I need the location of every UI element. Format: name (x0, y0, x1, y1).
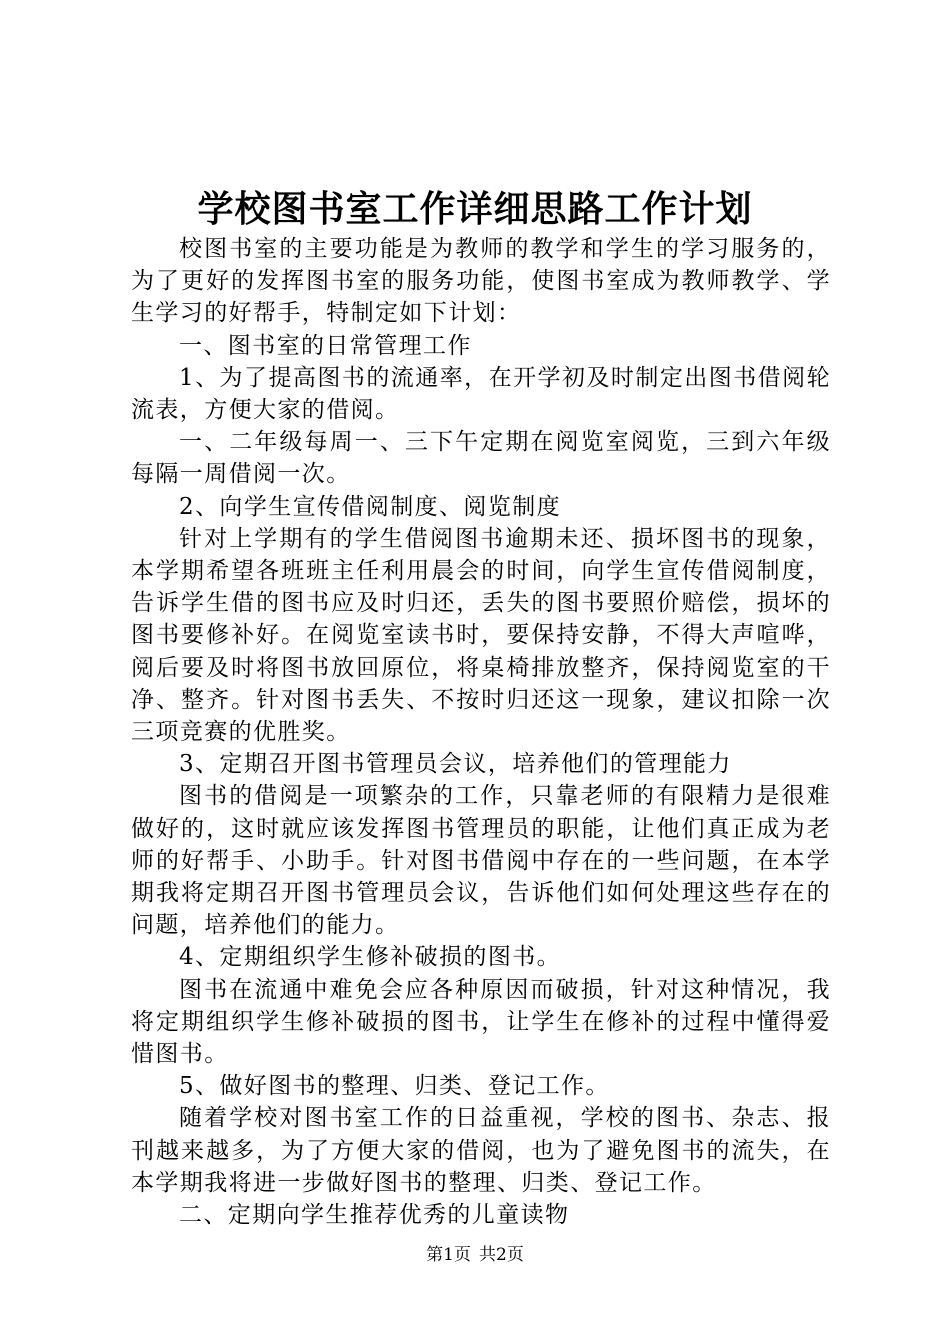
page-total: 共2页 (479, 1245, 524, 1265)
paragraph: 随着学校对图书室工作的日益重视，学校的图书、杂志、报刊越来越多，为了方便大家的借阅，也为了避免图书的流失，在本学期我将进一步做好图书的整理、归类、登记工作。 (131, 1105, 831, 1196)
item-heading-2: 2、向学生宣传借阅制度、阅览制度 (179, 493, 562, 520)
item-heading-1: 1、为了提高图书的流通率，在开学初及时制定出图书借阅轮流表，方便大家的借阅。 (131, 364, 831, 424)
paragraph: 图书在流通中难免会应各种原因而破损，针对这种情况，我将定期组织学生修补破损的图书，让学生在修补的过程中懂得爱惜图书。 (131, 976, 831, 1068)
section-heading-1: 一、图书室的日常管理工作 (179, 332, 472, 359)
page-number: 第1页 (426, 1245, 471, 1265)
paragraph: 图书的借阅是一项繁杂的工作，只靠老师的有限精力是很难做好的，这时就应该发挥图书管理员的职能，让他们真正成为老师的好帮手、小助手。针对图书借阅中存在的一些问题，在本学期我将定期召开图书管理员会议，告诉他们如何处理这些存在的问题，培养他们的能力。 (131, 783, 831, 939)
item-heading-5: 5、做好图书的整理、归类、登记工作。 (179, 1073, 610, 1100)
item-heading-4: 4、定期组织学生修补破损的图书。 (179, 944, 562, 971)
document-title: 学校图书室工作详细思路工作计划 (197, 188, 753, 230)
paragraph: 一、二年级每周一、三下午定期在阅览室阅览，三到六年级每隔一周借阅一次。 (131, 429, 831, 488)
paragraph-intro: 校图书室的主要功能是为教师的教学和学生的学习服务的，为了更好的发挥图书室的服务功能，使图书室成为教师教学、学生学习的好帮手，特制定如下计划： (131, 236, 831, 327)
document-body (131, 233, 831, 1231)
page-footer (0, 1244, 950, 1266)
section-heading-2: 二、定期向学生推荐优秀的儿童读物 (179, 1202, 570, 1229)
paragraph: 针对上学期有的学生借阅图书逾期未还、损坏图书的现象，本学期希望各班班主任利用晨会的时间，向学生宣传借阅制度，告诉学生借的图书应及时归还，丢失的图书要照价赔偿，损坏的图书要修补好。在阅览室读书时，要保持安静，不得大声喧哗，阅后要及时将图书放回原位，将桌椅排放整齐，保持阅览室的干净、整齐。针对图书丢失、不按时归还这一现象，建议扣除一次三项竞赛的优胜奖。 (131, 525, 831, 746)
item-heading-3: 3、定期召开图书管理员会议，培养他们的管理能力 (179, 751, 732, 778)
